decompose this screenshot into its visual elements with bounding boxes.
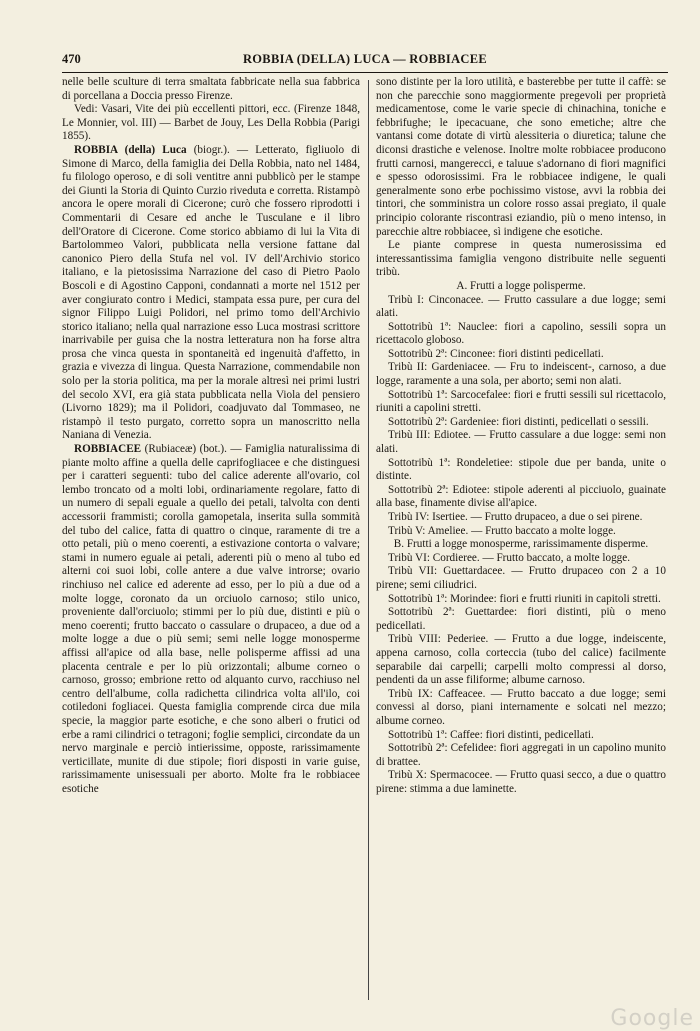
paragraph-text: Tribù II: Gardeniacee. — Fru to indeiscent-, carnoso, a due logge, raramente a una sola, per aborto; semi non alati. [376,361,666,388]
paragraph-text: Sottotribù 1ª: Caffee: fiori distinti, pedicellati. [388,728,594,741]
paragraph-text: Sottotribù 1ª: Morindee: fiori e frutti riuniti in capitoli stretti. [388,592,661,605]
paragraph-text: Tribù V: Ameliee. — Frutto baccato a molte logge. [388,524,616,537]
paragraph [376,606,666,633]
paragraph-text: (biogr.). — Letterato, figliuolo di Simone di Marco, della famiglia dei Della Robbia, nato nel 1484, fu filologo operoso, e di soli ventitre anni pubblicò per le stampe dei Giunti la Storia di Quinto Curzio riveduta e corretta. Ristampò ancora le opere morali di Cicerone; curò che fossero riprodotti i Commentarii di Cesare ed anche le Tusculane e il libro dell'Oratore di Cicerone. Come storico abbiamo di lui la Vita di Bartolommeo Valori, pubblicata nella versione fattane dal canonico Piero della Stufa nel vol. IV dell'Archivio storico italiano, e la pietosissima Narrazione del caso di Pietro Paolo Boscoli e di Agostino Capponi, condannati a morte nel 1512 per aver congiurato contro i Medici, stampata essa pure, per cura del signor Filippo Luigi Polidori, nel primo tomo dell'Archivio storico italiano; nella qual narrazione esso Luca mostrasi scrittore inarrivabile per guisa che la nostra letteratura non ha forse altra prosa che vinca questa in spontaneità ed ingenuità d'affetto, in grazia e vivezza di lingua. Questa Narrazione, commendabile non solo per la storia politica, ma per la morale altresì nei primi lustri del secolo XVI, era già stata pubblicata nella Viola del pensiero (Livorno 1829); ma il Polidori, coadjuvato dal Tommaseo, ne ristampò il testo purgato, corretto sopra un manoscritto nella Naniana di Venezia. [62,143,360,442]
entry-headword: ROBBIACEE [74,443,142,456]
paragraph [376,389,666,416]
paragraph [376,361,666,388]
paragraph-text: Tribù III: Ediotee. — Frutto cassulare a due logge: semi non alati. [376,429,666,456]
paragraph-text: Tribù VIII: Pederiee. — Frutto a due logge, indeiscente, appena carnoso, colla corteccia (tubo del calice) facilmente separabile dai carpelli; carpelli molto compressi al dorso, pendenti da un asse filiforme; albume carnoso. [376,633,666,687]
right-column [376,76,666,796]
paragraph [376,294,666,321]
paragraph [376,484,666,511]
paragraph-text: A. Frutti a logge polisperme. [456,279,586,292]
paragraph [376,321,666,348]
paragraph-text: Sottotribù 2ª: Guettardee: fiori distinti, più o meno pedicellati. [376,606,666,632]
paragraph-text: Vedi: Vasari, Vite dei più eccellenti pittori, ecc. (Firenze 1848, Le Monnier, vol. III) — Barbet de Jouy, Les Della Robbia (Parigi 1855). [62,103,360,143]
paragraph [376,565,666,592]
column-divider [368,80,369,1000]
paragraph [376,729,666,743]
running-title: ROBBIA (DELLA) LUCA — ROBBIACEE [242,52,488,66]
paragraph [376,742,666,769]
page-header [62,52,668,68]
left-column [62,76,360,796]
page-number: 470 [62,52,81,66]
paragraph-text: (Rubiaceæ) (bot.). — Famiglia naturalissima di piante molto affine a quella delle caprifogliacee e che distinguesi per i caratteri seguenti: tubo del calice aderente all'ovario, col lembo troncato od a molti lobi, ordinariamente regolare, fatto di un numero di sepali eguale a quello dei petali, talvolta con denti accessorii frammisti; corolla gamopetala, inserita sulla sommità del tubo del calice, fatta di quattro o cinque, raramente di tre a otto petali, più o meno coerenti, a estivazione contorta o valvare; stami in numero eguale ai petali, aderenti più o meno al tubo ed alterni coi suoi lobi, colle antere a due valve introrse; ovario rinchiuso nel calice ed aderente ad esso, per lo più a due od a molte logge, coronato da un orciuolo carnoso; stilo unico, proveniente dall'orciuolo; stimmi per lo più due, distinti e più o meno coerenti; frutto baccato o cassulare o drupaceo, a due od a molte logge a due o più semi; semi nelle logge monosperme affissi all'apice od alla base, nelle polisperme affissi ad una placenta centrale e per lo più orizzontali; albume corneo o carnoso, grosso; embrione retto od alquanto curvo, racchiuso nel centro dell'albume, colla radichetta cilindrica volta all'ilo, coi cotiledoni fogliacei. Questa famiglia comprende circa due mila specie, la maggior parte esotiche, e che sono alberi o frutici od erbe a rami cilindrici o tetragoni; foglie semplici, circondate da un nervo marginale e perciò intierissime, opposte, rarissimamente verticillate, munite di due stipole; fiori disposti in varie guise, rarissimamente unisessuali per aborto. Molte fra le robbiacee esotiche [62,443,360,795]
paragraph [62,103,360,144]
paragraph-text: Sottotribù 2ª: Cinconee: fiori distinti pedicellati. [388,347,604,360]
paragraph-text: Sottotribù 1ª: Sarcocefalee: fiori e frutti sessili sul ricettacolo, riuniti a capolini stretti. [376,388,666,415]
paragraph [376,348,666,362]
header-rule [62,72,668,73]
paragraph-text: Le piante comprese in questa numerosissima ed interessantissima famiglia vengono distribuite nelle seguenti tribù. [376,239,666,279]
paragraph-text: Sottotribù 2ª: Gardeniee: fiori distinti, pedicellati o sessili. [388,415,649,428]
paragraph [376,511,666,525]
paragraph [376,552,666,566]
paragraph [376,769,666,796]
paragraph [376,633,666,687]
paragraph-text: Tribù I: Cinconacee. — Frutto cassulare a due logge; semi alati. [376,293,666,320]
paragraph-text: Tribù IX: Caffeacee. — Frutto baccato a due logge; semi convessi al dorso, piani internamente e solcati nel mezzo; albume corneo. [376,687,666,727]
paragraph [376,525,666,539]
paragraph-text: Sottotribù 1ª: Rondeletiee: stipole due per banda, unite o distinte. [376,456,666,483]
section-heading [376,538,666,552]
watermark: Google [610,1006,694,1031]
paragraph-text: Sottotribù 2ª: Cefelidee: fiori aggregati in un capolino munito di brattee. [376,742,666,768]
paragraph [376,416,666,430]
paragraph [376,76,666,239]
paragraph-text: B. Frutti a logge monosperme, rarissimamente disperme. [393,538,649,551]
paragraph-text: Tribù VI: Cordieree. — Frutto baccato, a molte logge. [388,551,631,564]
paragraph [62,76,360,103]
paragraph-text: Tribù X: Spermacocee. — Frutto quasi secco, a due o quattro pirene: stimma a due laminette. [376,769,666,795]
paragraph-text: nelle belle sculture di terra smaltata fabbricate nella sua fabbrica di porcellana a Doccia presso Firenze. [62,76,360,102]
section-heading [376,280,666,294]
dictionary-entry [62,144,360,443]
paragraph-text: sono distinte per la loro utilità, e basterebbe per tutte il caffè: se non che parecchie sono maggiormente pregevoli per proprietà medicamentose, come le varie specie di chinachina, toniche e febbrifughe; le ipecacuane, che sono emetiche; altre che vantansi come dotate di virtù alessiteria o diuretica; talune che diconsi drastiche e velenose. Inoltre molte robbiacee producono frutti carnosi, mangerecci, e taluue s'adornano di fiori magnifici e spesso odorosissimi. Fra le robbiacee indigene, le quali generalmente sono erbe pochissimo vistose, avvi la robbia dei tintori, che somministra un colore rosso assai pregiato, il quale principio colorante riscontrasi eziandio, più o meno intenso, in parecchie altre robbiacee, sì indigene che esotiche. [376,76,666,238]
paragraph-text: Tribù IV: Isertiee. — Frutto drupaceo, a due o sei pirene. [388,511,643,523]
paragraph [376,593,666,607]
paragraph-text: Sottotribù 1ª: Nauclee: fiori a capolino, sessili sopra un ricettacolo globoso. [376,320,666,347]
paragraph [376,457,666,484]
entry-headword: ROBBIA (della) Luca [74,143,187,156]
dictionary-entry [62,443,360,796]
paragraph-text: Tribù VII: Guettardacee. — Frutto drupaceo con 2 a 10 pirene; semi ciliudrici. [376,565,666,591]
paragraph [376,239,666,280]
paragraph [376,429,666,456]
paragraph [376,688,666,729]
paragraph-text: Sottotribù 2ª: Ediotee: stipole aderenti al picciuolo, guainate alla base, finamente divise all'apice. [376,483,666,510]
